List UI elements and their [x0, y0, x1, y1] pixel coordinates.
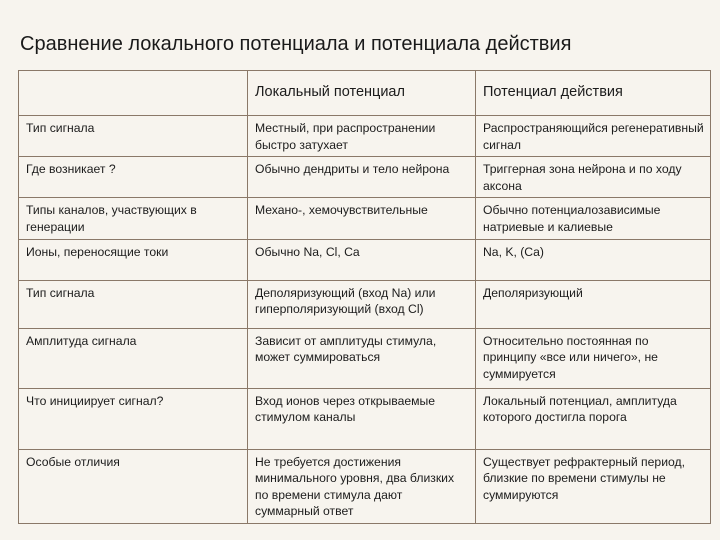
- header-cell-action-potential: Потенциал действия: [476, 71, 711, 116]
- row-label-cell: Типы каналов, участвующих в генерации: [19, 198, 248, 239]
- comparison-table: [18, 70, 711, 524]
- row-label-cell: Особые отличия: [19, 449, 248, 523]
- table-header-row: [19, 71, 711, 116]
- local-potential-cell: Механо-, хемочувствительные: [248, 198, 476, 239]
- table-row: [19, 198, 711, 239]
- row-label-cell: Где возникает ?: [19, 157, 248, 198]
- table-row: [19, 449, 711, 523]
- table-row: [19, 116, 711, 157]
- action-potential-cell: Локальный потенциал, амплитуда которого достигла порога: [476, 388, 711, 449]
- local-potential-cell: Обычно Na, Cl, Ca: [248, 239, 476, 280]
- table-row: [19, 280, 711, 328]
- action-potential-cell: Обычно потенциалозависимые натриевые и калиевые: [476, 198, 711, 239]
- local-potential-cell: Зависит от амплитуды стимула, может суммироваться: [248, 328, 476, 388]
- row-label-cell: Тип сигнала: [19, 280, 248, 328]
- row-label-cell: Ионы, переносящие токи: [19, 239, 248, 280]
- table-row: [19, 388, 711, 449]
- action-potential-cell: Na, K, (Ca): [476, 239, 711, 280]
- action-potential-cell: Распространяющийся регенеративный сигнал: [476, 116, 711, 157]
- row-label-cell: Что инициирует сигнал?: [19, 388, 248, 449]
- table-row: [19, 328, 711, 388]
- action-potential-cell: Триггерная зона нейрона и по ходу аксона: [476, 157, 711, 198]
- local-potential-cell: Деполяризующий (вход Na) или гиперполяризующий (вход Cl): [248, 280, 476, 328]
- table-row: [19, 239, 711, 280]
- table-row: [19, 157, 711, 198]
- local-potential-cell: Местный, при распространении быстро затухает: [248, 116, 476, 157]
- action-potential-cell: Деполяризующий: [476, 280, 711, 328]
- row-label-cell: Амплитуда сигнала: [19, 328, 248, 388]
- header-cell-local-potential: Локальный потенциал: [248, 71, 476, 116]
- local-potential-cell: Вход ионов через открываемые стимулом каналы: [248, 388, 476, 449]
- row-label-cell: Тип сигнала: [19, 116, 248, 157]
- header-cell-empty: [19, 71, 248, 116]
- action-potential-cell: Существует рефрактерный период, близкие по времени стимулы не суммируются: [476, 449, 711, 523]
- slide-title: Сравнение локального потенциала и потенциала действия: [20, 33, 572, 55]
- action-potential-cell: Относительно постоянная по принципу «все или ничего», не суммируется: [476, 328, 711, 388]
- local-potential-cell: Обычно дендриты и тело нейрона: [248, 157, 476, 198]
- local-potential-cell: Не требуется достижения минимального уровня, два близких по времени стимула дают суммарный ответ: [248, 449, 476, 523]
